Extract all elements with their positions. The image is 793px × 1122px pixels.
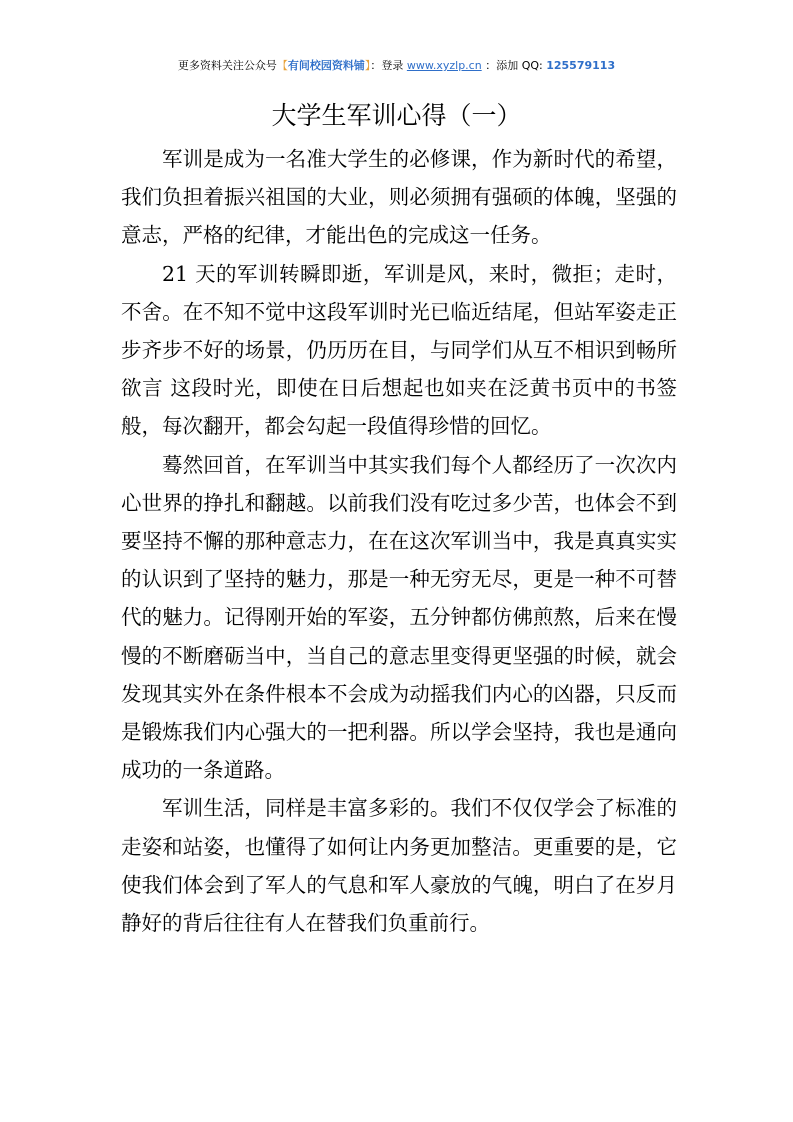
- header-prefix: 更多资料关注公众号: [177, 59, 277, 72]
- brand-bracket-open: 【: [276, 59, 288, 72]
- login-text: ：登录: [370, 59, 407, 72]
- brand-bracket-close: 】: [364, 59, 371, 72]
- paragraph: 军训是成为一名准大学生的必修课，作为新时代的希望，我们负担着振兴祖国的大业，则必须拥有强硕的体魄，坚强的意志，严格的纪律，才能出色的完成这一任务。: [121, 147, 677, 248]
- site-link[interactable]: www.xyzlp.cn: [406, 59, 482, 72]
- paragraph: 21 天的军训转瞬即逝，军训是风，来时，微拒；走时，不舍。在不知不觉中这段军训时光已临近结尾，但站军姿走正步齐步不好的场景，仍历历在目，与同学们从互不相识到畅所欲言 这段时光，即使在日后想起也如夹在泛黄书页中的书签般，每次翻开，都会勾起一段值得珍惜的回忆。: [121, 261, 677, 439]
- brand-name: 有间校园资料铺: [287, 59, 365, 72]
- add-qq-text: ：添加 QQ:: [481, 59, 547, 72]
- qq-number: 125579113: [546, 59, 616, 72]
- document-title: 大学生军训心得（一）: [271, 101, 522, 130]
- document-body: [121, 140, 677, 942]
- promo-header: [0, 57, 793, 75]
- paragraph: 军训生活，同样是丰富多彩的。我们不仅仅学会了标准的走姿和站姿，也懂得了如何让内务更加整洁。更重要的是，它使我们体会到了军人的气息和军人豪放的气魄，明白了在岁月静好的背后往往有人在替我们负重前行。: [121, 796, 677, 936]
- paragraph: 蓦然回首，在军训当中其实我们每个人都经历了一次次内心世界的挣扎和翻越。以前我们没有吃过多少苦，也体会不到要坚持不懈的那种意志力，在在这次军训当中，我是真真实实的认识到了坚持的魅力，那是一种无穷无尽，更是一种不可替代的魅力。记得刚开始的军姿，五分钟都仿佛煎熬，后来在慢慢的不断磨砺当中，当自己的意志里变得更坚强的时候，就会发现其实外在条件根本不会成为动摇我们内心的凶器，只反而是锻炼我们内心强大的一把利器。所以学会坚持，我也是通向成功的一条道路。: [121, 452, 677, 783]
